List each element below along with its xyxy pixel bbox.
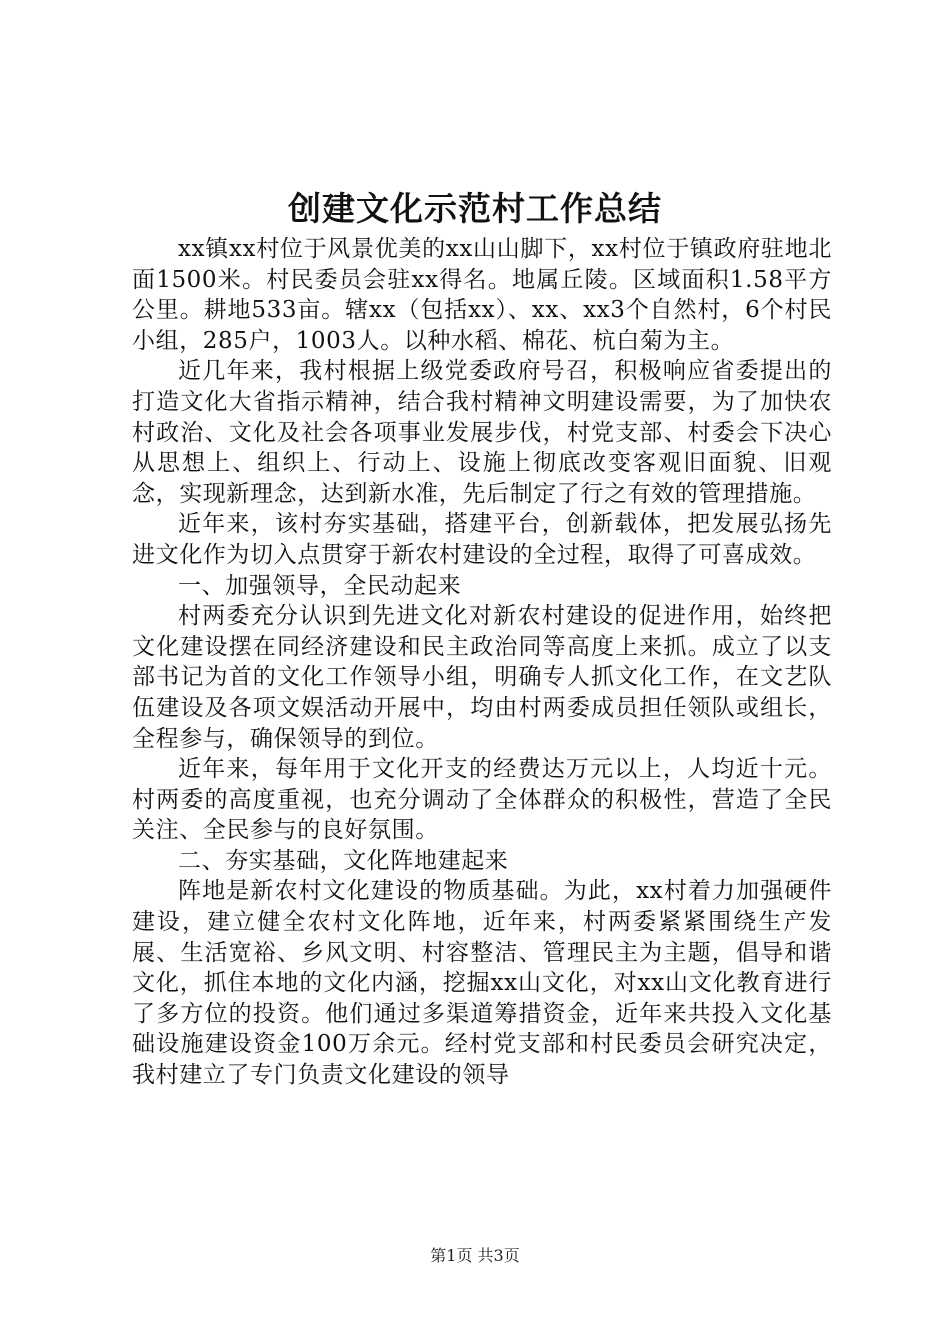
page-footer: 第1页 共3页 — [430, 1246, 520, 1265]
paragraph-summary: 近年来，该村夯实基础，搭建平台，创新载体，把发展弘扬先进文化作为切入点贯穿于新农村建设的全过程，取得了可喜成效。 — [132, 511, 832, 568]
paragraph-leadership: 村两委充分认识到先进文化对新农村建设的促进作用，始终把文化建设摆在同经济建设和民主政治同等高度上来抓。成立了以支部书记为首的文化工作领导小组，明确专人抓文化工作，在文艺队伍建设及各项文娱活动开展中，均由村两委成员担任领队或组长，全程参与，确保领导的到位。 — [132, 603, 832, 752]
section-heading-2: 二、夯实基础，文化阵地建起来 — [178, 847, 509, 874]
paragraph-background: 近几年来，我村根据上级党委政府号召，积极响应省委提出的打造文化大省指示精神，结合我村精神文明建设需要，为了加快农村政治、文化及社会各项事业发展步伐，村党支部、村委会下决心从思想上、组织上、行动上、设施上彻底改变客观旧面貌、旧观念，实现新理念，达到新水准，先后制定了行之有效的管理措施。 — [132, 358, 832, 507]
document-title: 创建文化示范村工作总结 — [288, 189, 662, 228]
section-heading-1: 一、加强领导，全民动起来 — [178, 572, 462, 599]
document-body — [132, 234, 832, 1091]
paragraph-intro: xx镇xx村位于风景优美的xx山山脚下，xx村位于镇政府驻地北面1500米。村民委员会驻xx得名。地属丘陵。区域面积1.58平方公里。耕地533亩。辖xx（包括xx）、xx、xx3个自然村，6个村民小组，285户，1003人。以种水稻、棉花、杭白菊为主。 — [132, 236, 832, 354]
paragraph-funding: 近年来，每年用于文化开支的经费达万元以上，人均近十元。村两委的高度重视，也充分调动了全体群众的积极性，营造了全民关注、全民参与的良好氛围。 — [132, 756, 832, 844]
paragraph-infrastructure: 阵地是新农村文化建设的物质基础。为此，xx村着力加强硬件建设，建立健全农村文化阵地，近年来，村两委紧紧围绕生产发展、生活宽裕、乡风文明、村容整洁、管理民主为主题，倡导和谐文化，抓住本地的文化内涵，挖掘xx山文化，对xx山文化教育进行了多方位的投资。他们通过多渠道筹措资金，近年来共投入文化基础设施建设资金100万余元。经村党支部和村民委员会研究决定，我村建立了专门负责文化建设的领导 — [132, 878, 832, 1089]
